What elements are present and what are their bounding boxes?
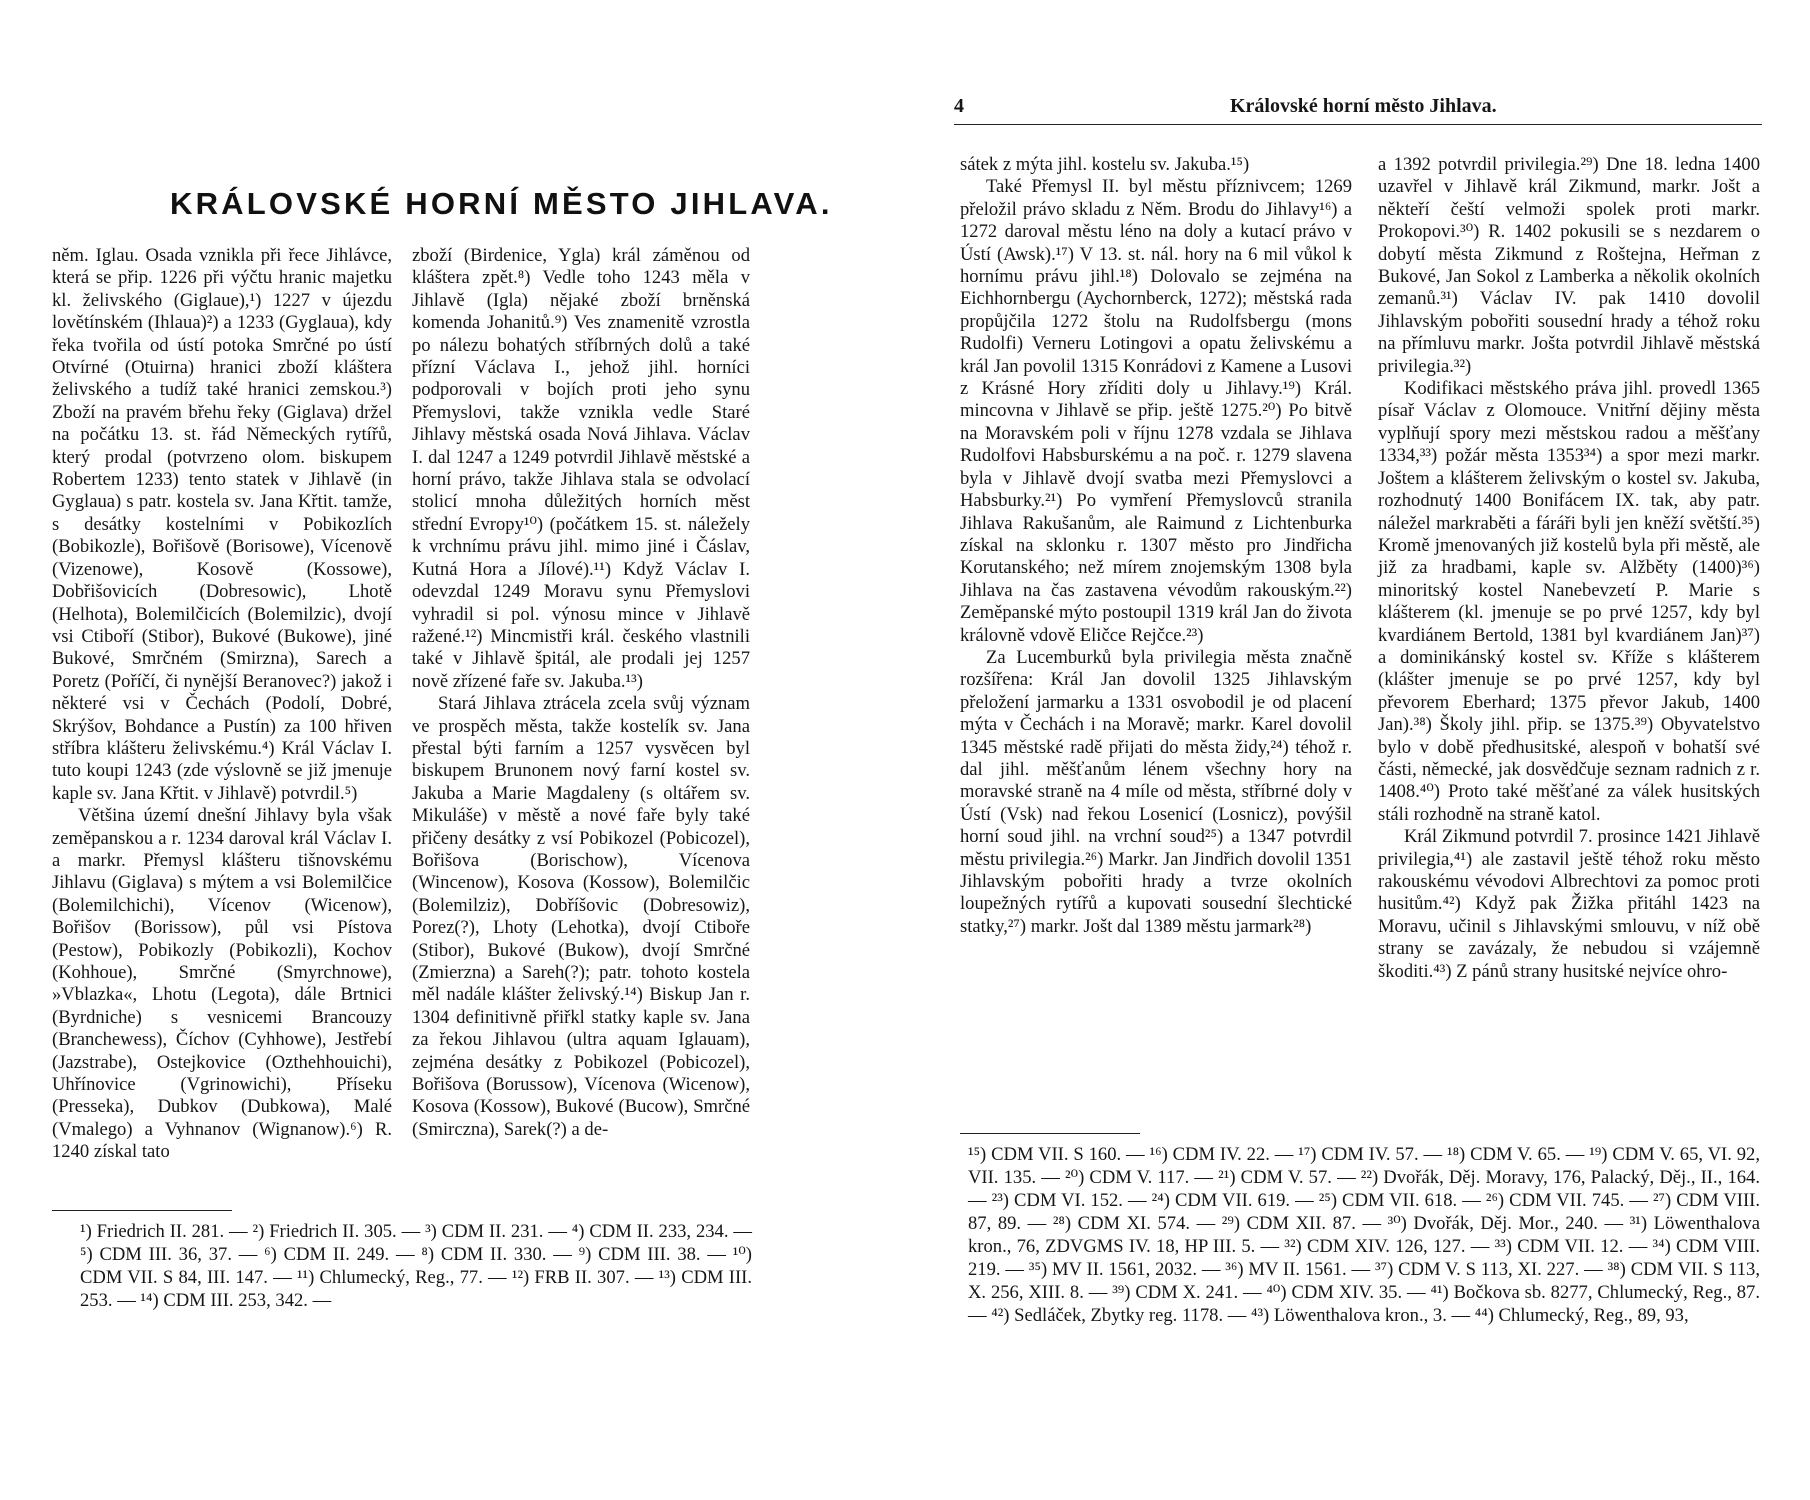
page-number: 4 — [954, 95, 964, 117]
paragraph: Stará Jihlava ztrácela zcela svůj význam ve prospěch města, takže kostelík sv. Jana přestal býti farním a 1257 vysvěcen byl biskupem Brunonem nový farní kostel sv. Jakuba a Marie Magdaleny (s oltářem sv. Mikuláše) v městě a nové faře byly také přičeny desátky z vsí Pobikozel (Pobicozel), Bořišova (Borischow), Vícenova (Wincenow), Kosova (Kossow), Bolemilčic (Bolemilziz), Dobříšovic (Dobresowiz), Porez(?), Lhoty (Lehotka), dvojí Ctiboře (Stibor), Bukové (Bukow), dvojí Smrčné (Zmierzna) a Sareh(?); patr. tohoto kostela měl nadále klášter želivský.¹⁴) Biskup Jan r. 1304 definitivně přiřkl statky kaple sv. Jana za řekou Jihlavou (ultra aquam Iglauam), zejména desátky z Pobikozel (Pobicozel), Bořišova (Borussow), Vícenova (Wicenow), Kosova (Kossow), Bukové (Bucow), Smrčné (Smirczna), Sarek(?) a de- — [412, 693, 750, 1140]
paragraph: Také Přemysl II. byl městu příznivcem; 1269 přeložil právo skladu z Něm. Brodu do Jihlavy¹⁶) a 1272 daroval městu léno na doly a kutací právo v Ústí (Awsk).¹⁷) V 13. st. nál. hory na 6 mil vůkol k hornímu právu jihl.¹⁸) Dolovalo se zejména na Eichhornbergu (Aychornberck, 1272); městská rada propůjčila 1272 štolu na Rudolfsbergu (mons Rudolfi) Verneru Lotingovi a opatu želivskému a král Jan povolil 1315 Konrádovi z Kamene a Lusovi z Krásné Hory zříditi doly u Jihlavy.¹⁹) Král. mincovna v Jihlavě se přip. ještě 1275.²⁰) Po bitvě na Moravském poli v říjnu 1278 vzdala se Jihlava Rudolfovi Habsburskému a na poč. r. 1279 slavena byla v Jihlavě dvojí svatba mezi Přemyslovci a Habsburky.²¹) Po vymření Přemyslovců stranila Jihlava Rakušanům, ale Raimund z Lichtenburka získal na sklonku r. 1307 město pro Jindřicha Korutanského; než mírem znojemským 1308 byla Jihlava na čas zastavena vévodům rakouským.²²) Zeměpanské mýto postoupil 1319 král Jan do života královně vdově Eličce Rejčce.²³) — [960, 176, 1352, 646]
left-column-1 — [52, 245, 392, 1164]
paragraph: Král Zikmund potvrdil 7. prosince 1421 Jihlavě privilegia,⁴¹) ale zastavil ještě téhož roku město rakouskému vévodovi Albrechtovi za pomoc proti husitům.⁴²) Když pak Žižka přitáhl 1423 na Moravu, učinil s Jihlavskými smlouvu, v níž obě strany se zavázaly, že nebudou si vzájemně škoditi.⁴³) Z pánů strany husitské nejvíce ohro- — [1378, 826, 1760, 982]
footnote-rule — [960, 1133, 1140, 1134]
running-head: Královské horní město Jihlava. — [1230, 95, 1497, 117]
paragraph: Většina území dnešní Jihlavy byla však zeměpanskou a r. 1234 daroval král Václav I. a markr. Přemysl klášteru tišnovskému Jihlavu (Giglava) s mýtem a vsi Bolemilčice (Bolemilchichi), Vícenov (Wicenow), Bořišov (Borissow), půl vsi Pístova (Pestow), Pobikozly (Pobikozli), Kochov (Kohhoue), Smrčné (Smyrchnowe), »Vblazka«, Lhotu (Legota), dále Brtnici (Byrdniche) s vesnicemi Brancouzy (Branchewess), Číchov (Cyhhowe), Jestřebí (Jazstrabe), Ostejkovice (Ozthehhouichi), Uhřínovice (Vgrinowichi), Příseku (Presseka), Dubkov (Dubkowa), Malé (Vmalego) a Vyhnanov (Wignanow).⁶) R. 1240 získal tato — [52, 805, 392, 1163]
footnote-rule — [52, 1210, 232, 1211]
paragraph: Za Lucemburků byla privilegia města značně rozšířena: Král Jan dovolil 1325 Jihlavským přeložení jarmarku a 1331 osvobodil je od placení mýta v Čechách i na Moravě; markr. Karel dovolil 1345 městské radě přijati do města židy,²⁴) téhož r. dal jihl. měšťanům lénem všechny hory na moravské straně na 4 míle od města, stříbrné doly v Ústí (Vsk) nad řekou Losenicí (Losnicz), povýšil horní soud jihl. na vrchní soud²⁵) a 1347 potvrdil městu privilegia.²⁶) Markr. Jan Jindřich dovolil 1351 Jihlavským pobořiti hrady a tvrze okolních loupežných rytířů a kupovati sousední šlechtické statky,²⁷) markr. Jošt dal 1389 městu jarmark²⁸) — [960, 646, 1352, 937]
right-footnotes: ¹⁵) CDM VII. S 160. — ¹⁶) CDM IV. 22. — ¹⁷) CDM IV. 57. — ¹⁸) CDM V. 65. — ¹⁹) CDM V. 65, VI. 92, VII. 135. — ²⁰) CDM V. 117. — ²¹) CDM V. 57. — ²²) Dvořák, Děj. Moravy, 176, Palacký, Děj., II., 164. — ²³) CDM VI. 152. — ²⁴) CDM VII. 619. — ²⁵) CDM VII. 618. — ²⁶) CDM VII. 745. — ²⁷) CDM VIII. 87, 89. — ²⁸) CDM XI. 574. — ²⁹) CDM XII. 87. — ³⁰) Dvořák, Děj. Mor., 240. — ³¹) Löwenthalova kron., 76, ZDVGMS IV. 18, HP III. 5. — ³²) CDM XIV. 126, 127. — ³³) CDM VII. 12. — ³⁴) CDM VIII. 219. — ³⁵) MV II. 1561, 2032. — ³⁶) MV II. 1561. — ³⁷) CDM V. S 113, XI. 227. — ³⁸) CDM VII. S 113, X. 256, XIII. 8. — ³⁹) CDM X. 241. — ⁴⁰) CDM XIV. 35. — ⁴¹) Bočkova sb. 8277, Chlumecký, Reg., 87. — ⁴²) Sedláček, Zbytky reg. 1178. — ⁴³) Löwenthalova kron., 3. — ⁴⁴) Chlumecký, Reg., 89, 93, — [968, 1144, 1760, 1326]
paragraph: Kodifikaci městského práva jihl. provedl 1365 písař Václav z Olomouce. Vnitřní dějiny města vyplňují spory mezi městskou radou a měšťany 1334,³³) požár města 1353³⁴) a spor mezi markr. Joštem a klášterem želivským o kostel sv. Jakuba, rozhodnutý 1400 Bonifácem IX. tak, aby patr. náležel markraběti a fáráři byli jen kněží světští.³⁵) Kromě jmenovaných již kostelů byla při městě, ale již za hradbami, kaple sv. Alžběty (1400)³⁶) minoritský kostel Nanebevzetí P. Marie s klášterem (kl. jmenuje se po prvé 1257, kdy byl kvardiánem Bertold, 1381 byl kvardiánem Jan)³⁷) a dominikánský kostel sv. Kříže s klášterem (klášter jmenuje se po prvé 1257, kdy byl převorem Eberhard; 1375 převor Jakub, 1400 Jan).³⁸) Školy jihl. přip. se 1375.³⁹) Obyvatelstvo bylo v době předhusitské, alespoň v bohatší své části, německé, jak dosvědčuje seznam radnich z r. 1408.⁴⁰) Proto také měšťané za válek husitských stáli rozhodně na straně katol. — [1378, 378, 1760, 825]
paragraph: a 1392 potvrdil privilegia.²⁹) Dne 18. ledna 1400 uzavřel v Jihlavě král Zikmund, markr. Jošt a někteří čeští velmoži spolek proti markr. Prokopovi.³⁰) R. 1402 pokusili se s nezdarem o dobytí města Zikmund z Roštejna, Heřman z Bukové, Jan Sokol z Lamberka a několik okolních zemanů.³¹) Václav IV. pak 1410 dovolil Jihlavským pobořiti sousední hrady a téhož roku na přímluvu markr. Jošta potvrdil Jihlavě městská privilegia.³²) — [1378, 154, 1760, 377]
paragraph: něm. Iglau. Osada vznikla při řece Jihlávce, která se přip. 1226 při výčtu hranic majetku kl. želivského (Giglaue),¹) 1227 v újezdu lovětínském (Ihlaua)²) a 1233 (Gyglaua), kdy řeka tvořila od ústí potoka Smrčné po ústí Otvírné (Otuirna) hranici zboží kláštera želivského a tudíž také hranici zemskou.³) Zboží na pravém břehu řeky (Giglava) držel na počátku 13. st. řád Německých rytířů, který prodal (potvrzeno olom. biskupem Robertem 1233) tento statek v Jihlavě (in Gyglaua) s patr. kostela sv. Jana Křtit. tamže, s desátky kostelními v Pobikozlích (Bobikozle), Bořišově (Borisowe), Vícenově (Vizenowe), Kosově (Kossowe), Dobřišovicích (Dobresowic), Lhotě (Helhota), Bolemilčicích (Bolemilzic), dvojí vsi Ctiboří (Stibor), Bukové (Bukowe), jiné Bukové, Smrčném (Smirzna), Sarech a Poretz (Poříčí, či nynější Beranovec?) jakož i některé vsi v Čechách (Podolí, Dobré, Skrýšov, Bohdance a Pustín) za 100 hřiven stříbra klášteru želivskému.⁴) Král Václav I. tuto koupi 1243 (zde výslovně se již jmenuje kaple sv. Jana Křtit. v Jihlavě) potvrdil.⁵) — [52, 245, 392, 804]
paragraph: sátek z mýta jihl. kostelu sv. Jakuba.¹⁵) — [960, 154, 1250, 175]
right-column-2 — [1378, 154, 1760, 983]
paragraph: zboží (Birdenice, Ygla) král záměnou od kláštera zpět.⁸) Vedle toho 1243 měla v Jihlavě (Igla) nějaké zboží brněnská komenda Johanitů.⁹) Ves znamenitě vzrostla po nálezu bohatých stříbrných dolů a také přízní Václava I., jehož jihl. horníci podporovali v bojích proti jeho synu Přemyslovi, takže vznikla vedle Staré Jihlavy městská osada Nová Jihlava. Václav I. dal 1247 a 1249 potvrdil Jihlavě městské a horní právo, takže Jihlava stala se odvolací stolicí mnoha důležitých horních měst střední Evropy¹⁰) (počátkem 15. st. náležely k vrchnímu právu jihl. mimo jiné i Čáslav, Kutná Hora a Jílové).¹¹) Když Václav I. odevzdal 1249 Moravu synu Přemyslovi vyhradil si pol. výnosu mince v Jihlavě ražené.¹²) Mincmistři král. českého vlastnili také v Jihlavě špitál, ale prodali jej 1257 nově zřízené faře sv. Jakuba.¹³) — [412, 245, 750, 692]
left-column-2 — [412, 245, 750, 1141]
header-rule — [954, 124, 1762, 125]
left-footnotes: ¹) Friedrich II. 281. — ²) Friedrich II. 305. — ³) CDM II. 231. — ⁴) CDM II. 233, 234. — ⁵) CDM III. 36, 37. — ⁶) CDM II. 249. — ⁸) CDM II. 330. — ⁹) CDM III. 38. — ¹⁰) CDM VII. S 84, III. 147. — ¹¹) Chlumecký, Reg., 77. — ¹²) FRB II. 307. — ¹³) CDM III. 253. — ¹⁴) CDM III. 253, 342. — — [80, 1221, 752, 1311]
page-title: KRÁLOVSKÉ HORNÍ MĚSTO JIHLAVA. — [170, 186, 833, 221]
right-column-1 — [960, 154, 1352, 938]
